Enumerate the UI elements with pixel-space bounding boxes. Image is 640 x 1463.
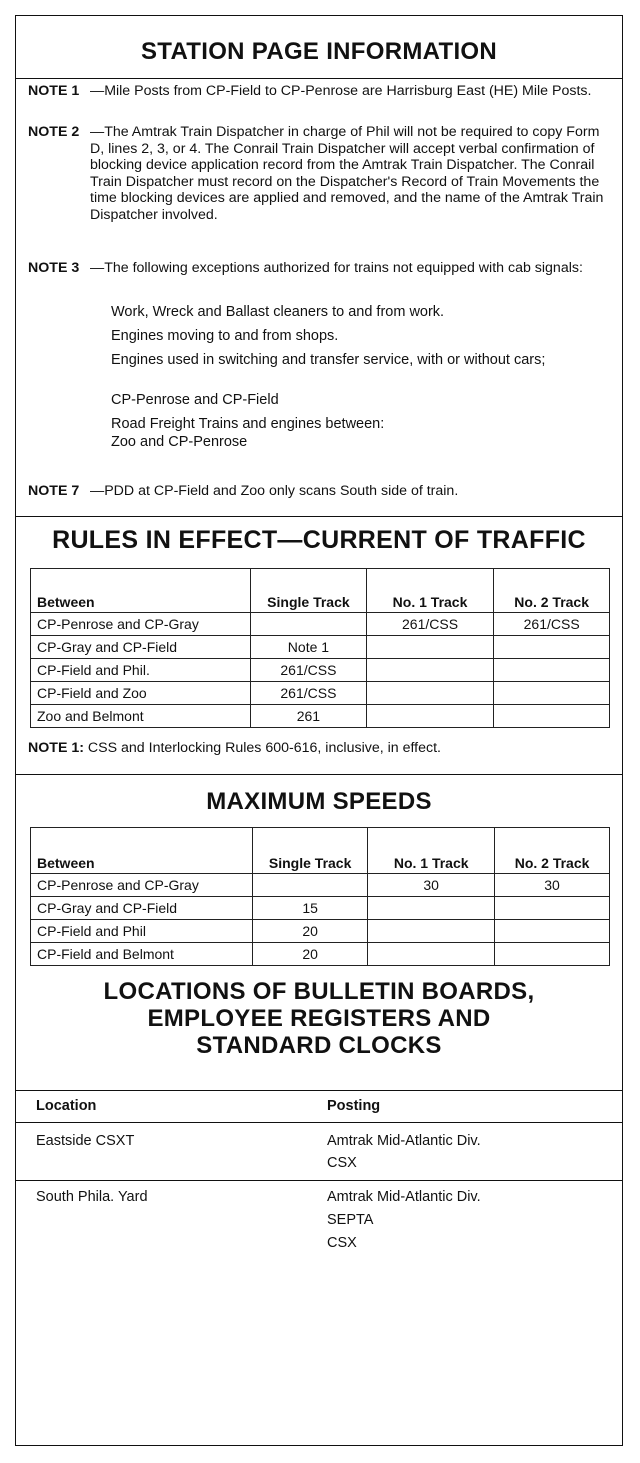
cell: 261/CSS <box>251 682 367 705</box>
note-7 <box>28 483 616 503</box>
table-row <box>31 613 610 636</box>
divider <box>16 78 622 79</box>
table-row <box>31 897 610 920</box>
note-text: CSS and Interlocking Rules 600-616, inclusive, in effect. <box>83 740 441 756</box>
cell <box>494 705 610 728</box>
note-text: —The following exceptions authorized for trains not equipped with cab signals: <box>90 260 583 276</box>
note3-item: Engines used in switching and transfer service, with or without cars; <box>111 352 546 368</box>
note-text: —PDD at CP-Field and Zoo only scans South side of train. <box>90 483 459 499</box>
note3-item: Road Freight Trains and engines between: <box>111 416 385 432</box>
location-name: South Phila. Yard <box>36 1189 148 1205</box>
rules-title: RULES IN EFFECT—CURRENT OF TRAFFIC <box>52 526 586 554</box>
title-line: EMPLOYEE REGISTERS AND <box>147 1005 491 1032</box>
cell <box>251 613 367 636</box>
cell <box>368 920 495 943</box>
posting: SEPTA <box>327 1212 374 1228</box>
table-row <box>31 659 610 682</box>
note-text: —Mile Posts from CP-Field to CP-Penrose are Harrisburg East (HE) Mile Posts. <box>90 83 592 99</box>
note-2 <box>28 124 616 244</box>
cell: Note 1 <box>251 636 367 659</box>
rules-note <box>28 740 616 757</box>
note-label: NOTE 3 <box>28 260 80 276</box>
col-header: No. 1 Track <box>366 569 494 613</box>
cell <box>494 682 610 705</box>
cell <box>368 943 495 966</box>
col-header: Single Track <box>253 828 368 874</box>
table-row <box>31 943 610 966</box>
divider <box>16 1180 622 1181</box>
cell <box>495 943 610 966</box>
note-text: —The Amtrak Train Dispatcher in charge of Phil will not be required to copy Form D, lines 2, 3, or 4. The Conrail Train Dispatcher will accept verbal confirmation of blocking device application record from the Amtrak Train Dispatcher. The Conrail Train Dispatcher must record on the Dispatcher's Record of Train Movements the time blocking devices are applied and removed, and the name of the Amtrak Train Dispatcher involved. <box>90 124 604 223</box>
cell: 30 <box>368 874 495 897</box>
divider <box>16 774 622 775</box>
cell: 261/CSS <box>494 613 610 636</box>
rules-table <box>30 568 610 728</box>
cell: CP-Penrose and CP-Gray <box>31 874 253 897</box>
table-row <box>31 874 610 897</box>
cell <box>366 636 494 659</box>
cell <box>366 659 494 682</box>
note-label: NOTE 7 <box>28 483 80 499</box>
cell: 261/CSS <box>251 659 367 682</box>
speeds-table <box>30 827 610 966</box>
col-header: No. 2 Track <box>494 569 610 613</box>
title-line: STANDARD CLOCKS <box>196 1032 442 1059</box>
col-header: Between <box>31 828 253 874</box>
cell: CP-Field and Phil. <box>31 659 251 682</box>
col-header: No. 2 Track <box>495 828 610 874</box>
col-header: No. 1 Track <box>368 828 495 874</box>
cell <box>253 874 368 897</box>
note-1 <box>28 83 616 117</box>
speeds-title: MAXIMUM SPEEDS <box>206 788 432 815</box>
col-header: Location <box>36 1098 97 1114</box>
cell: CP-Field and Belmont <box>31 943 253 966</box>
station-info-title: STATION PAGE INFORMATION <box>140 38 498 65</box>
table-row <box>31 705 610 728</box>
table-row <box>31 636 610 659</box>
cell: CP-Gray and CP-Field <box>31 636 251 659</box>
col-header: Single Track <box>251 569 367 613</box>
cell <box>495 920 610 943</box>
divider <box>16 516 622 517</box>
divider <box>16 1122 622 1123</box>
divider <box>16 1090 622 1091</box>
note3-item: CP-Penrose and CP-Field <box>111 392 279 408</box>
cell: 30 <box>495 874 610 897</box>
posting: Amtrak Mid-Atlantic Div. <box>327 1133 481 1149</box>
cell: Zoo and Belmont <box>31 705 251 728</box>
cell: 20 <box>253 943 368 966</box>
cell: CP-Penrose and CP-Gray <box>31 613 251 636</box>
table-row <box>31 682 610 705</box>
cell: 20 <box>253 920 368 943</box>
note3-item: Zoo and CP-Penrose <box>111 434 248 450</box>
cell: CP-Field and Phil <box>31 920 253 943</box>
location-name: Eastside CSXT <box>36 1133 135 1149</box>
posting: Amtrak Mid-Atlantic Div. <box>327 1189 481 1205</box>
cell <box>494 636 610 659</box>
cell <box>495 897 610 920</box>
cell: 261 <box>251 705 367 728</box>
cell: 15 <box>253 897 368 920</box>
col-header: Between <box>31 569 251 613</box>
cell: CP-Field and Zoo <box>31 682 251 705</box>
note3-item: Work, Wreck and Ballast cleaners to and from work. <box>111 304 445 320</box>
title-line: LOCATIONS OF BULLETIN BOARDS, <box>103 978 535 1005</box>
note-label: NOTE 2 <box>28 124 80 140</box>
cell: CP-Gray and CP-Field <box>31 897 253 920</box>
timetable-sheet <box>15 15 623 1446</box>
cell <box>368 897 495 920</box>
locations-title <box>16 978 622 1059</box>
note-label: NOTE 1 <box>28 83 80 99</box>
col-header: Posting <box>327 1098 381 1114</box>
note3-item: Engines moving to and from shops. <box>111 328 339 344</box>
cell <box>366 682 494 705</box>
table-row <box>31 920 610 943</box>
cell: 261/CSS <box>366 613 494 636</box>
cell <box>366 705 494 728</box>
posting: CSX <box>327 1155 357 1171</box>
cell <box>494 659 610 682</box>
note-3 <box>28 260 616 294</box>
posting: CSX <box>327 1235 357 1251</box>
note-label: NOTE 1: <box>28 740 84 756</box>
